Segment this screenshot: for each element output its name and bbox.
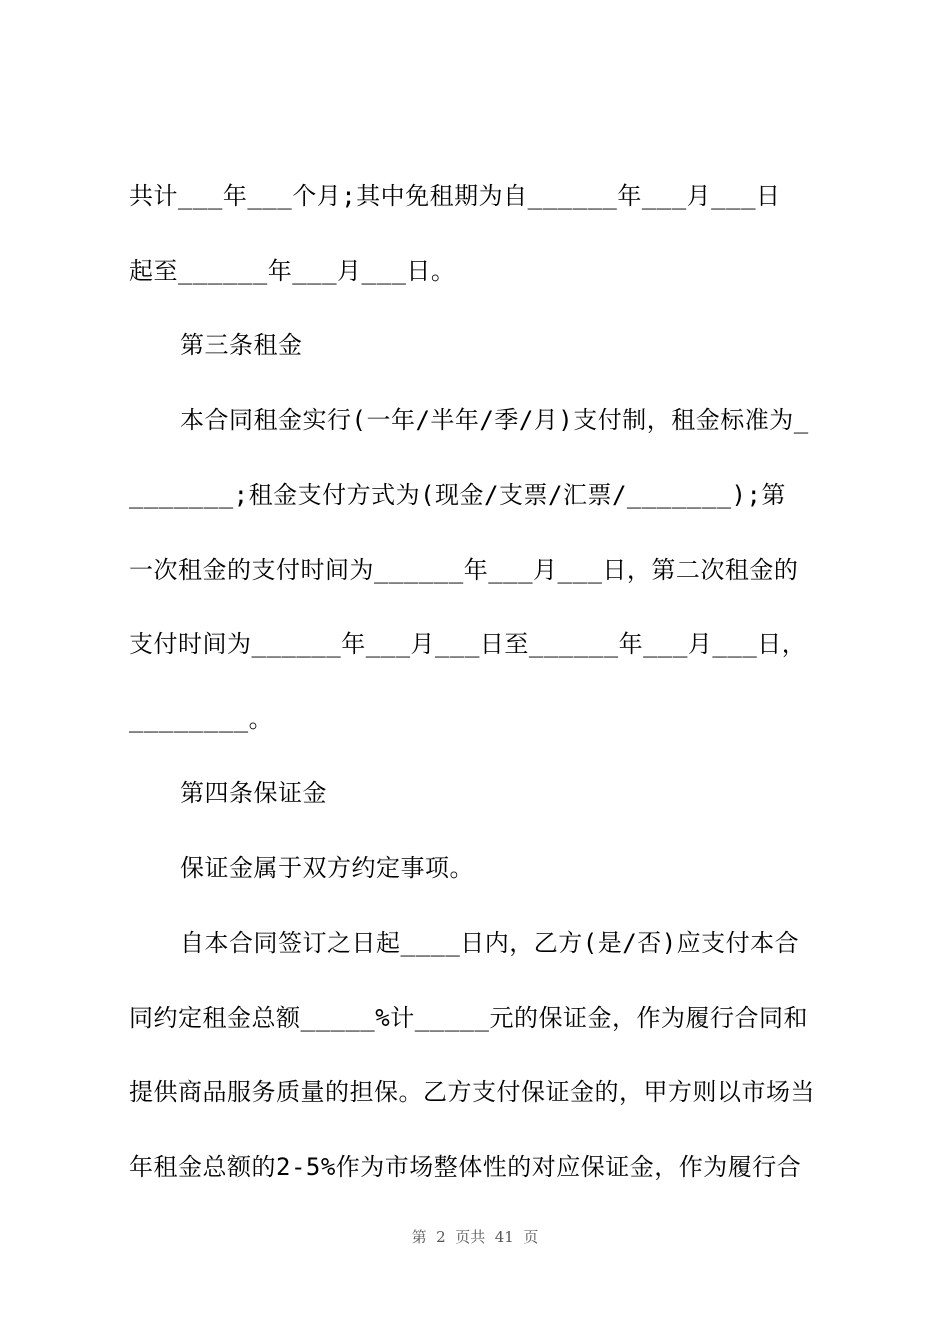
section-heading-deposit: 第四条保证金 <box>180 779 327 807</box>
body-line: 本合同租金实行(一年/半年/季/月)支付制，租金标准为_ <box>180 406 809 434</box>
body-line: 年租金总额的2-5%作为市场整体性的对应保证金，作为履行合 <box>129 1153 802 1181</box>
body-line: 提供商品服务质量的担保。乙方支付保证金的，甲方则以市场当 <box>129 1078 815 1106</box>
body-line: 支付时间为______年___月___日至______年___月___日， <box>129 630 807 658</box>
body-line: 起至______年___月___日。 <box>129 257 456 285</box>
body-line: ________。 <box>129 705 274 733</box>
body-line: 自本合同签订之日起____日内，乙方(是/否)应支付本合 <box>180 929 800 957</box>
page-number-footer: 第 2 页共 41 页 <box>411 1228 539 1246</box>
body-line: 保证金属于双方约定事项。 <box>180 854 474 882</box>
body-line: 一次租金的支付时间为______年___月___日，第二次租金的 <box>129 556 799 584</box>
body-line: 共计___年___个月;其中免租期为自______年___月___日 <box>129 182 781 210</box>
body-line: 同约定租金总额_____%计_____元的保证金，作为履行合同和 <box>129 1004 808 1032</box>
body-line: _______;租金支付方式为(现金/支票/汇票/_______);第 <box>129 481 786 509</box>
section-heading-rent: 第三条租金 <box>180 331 303 359</box>
